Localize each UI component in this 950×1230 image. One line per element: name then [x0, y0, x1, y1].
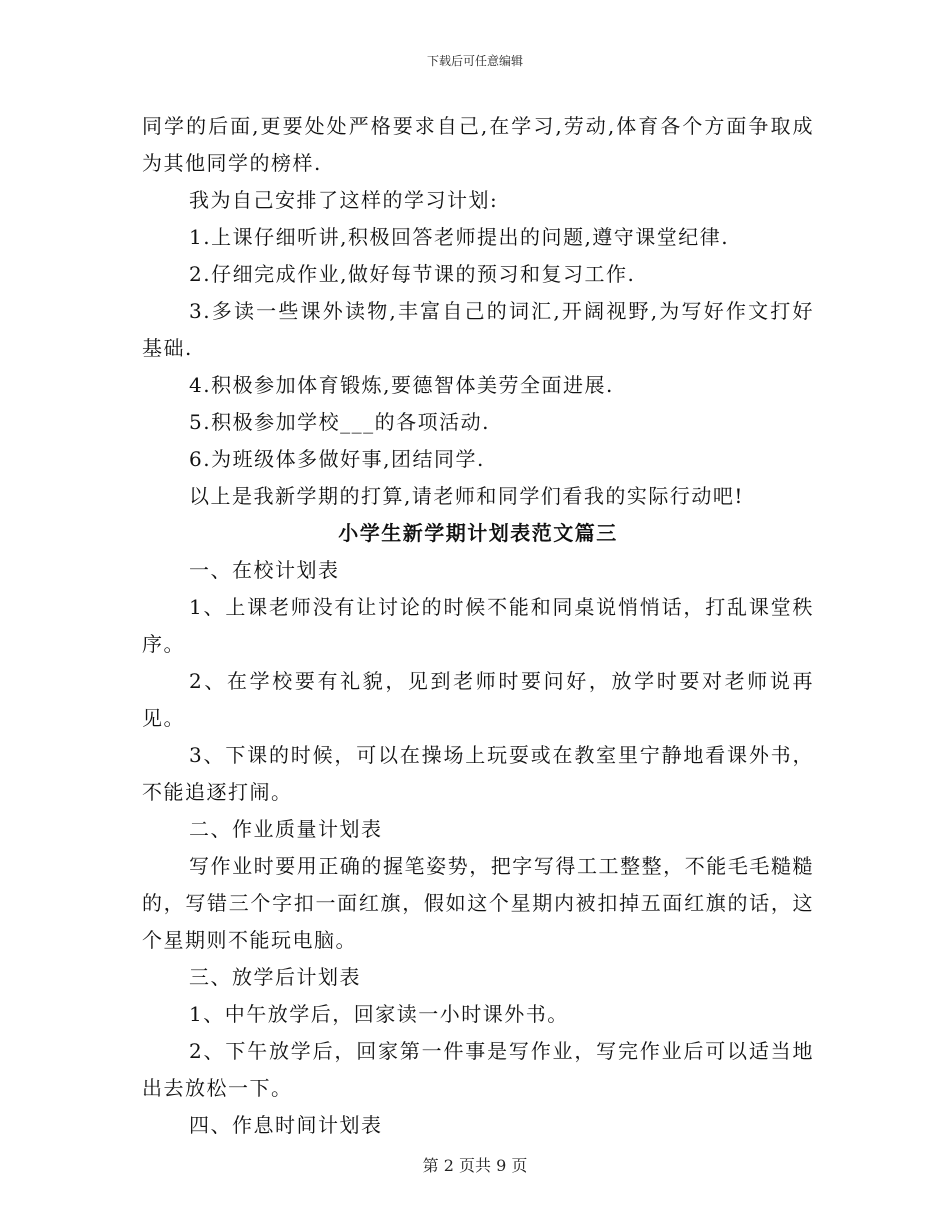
school-plan-item-3: 3、下课的时候，可以在操场上玩耍或在教室里宁静地看课外书，不能追逐打闹。	[142, 743, 814, 804]
school-plan-item-1: 1、上课老师没有让讨论的时候不能和同桌说悄悄话，打乱课堂秩序。	[142, 595, 814, 656]
plan-item-4: 4.积极参加体育锻炼,要德智体美劳全面进展.	[189, 373, 614, 397]
page-footer: 第 2 页共 9 页	[422, 1156, 528, 1175]
paragraph-continuation: 同学的后面,更要处处严格要求自己,在学习,劳动,体育各个方面争取成为其他同学的榜样.	[142, 114, 814, 175]
plan-item-6: 6.为班级体多做好事,团结同学.	[189, 447, 485, 471]
plan-item-1: 1.上课仔细听讲,积极回答老师提出的问题,遵守课堂纪律.	[189, 225, 730, 249]
subheading-homework-plan: 二、作业质量计划表	[189, 817, 383, 841]
page-header: 下载后可任意编辑	[426, 54, 523, 68]
plan-item-2: 2.仔细完成作业,做好每节课的预习和复习工作.	[189, 262, 636, 286]
paragraph-closing: 以上是我新学期的打算,请老师和同学们看我的实际行动吧!	[189, 484, 744, 508]
subheading-school-plan: 一、在校计划表	[189, 558, 340, 582]
document-body	[142, 108, 814, 1144]
subheading-after-school-plan: 三、放学后计划表	[189, 965, 361, 989]
plan-item-5: 5.积极参加学校___的各项活动.	[189, 410, 490, 434]
plan-item-3: 3.多读一些课外读物,丰富自己的词汇,开阔视野,为写好作文打好基础.	[142, 299, 814, 360]
subheading-schedule-plan: 四、作息时间计划表	[189, 1113, 383, 1137]
after-school-item-2: 2、下午放学后，回家第一件事是写作业，写完作业后可以适当地出去放松一下。	[142, 1039, 814, 1100]
after-school-item-1: 1、中午放学后，回家读一小时课外书。	[189, 1002, 569, 1026]
school-plan-item-2: 2、在学校要有礼貌，见到老师时要问好，放学时要对老师说再见。	[142, 669, 814, 730]
section-heading: 小学生新学期计划表范文篇三	[338, 521, 618, 545]
paragraph-plan-intro: 我为自己安排了这样的学习计划:	[189, 188, 499, 212]
homework-plan-text: 写作业时要用正确的握笔姿势，把字写得工工整整，不能毛毛糙糙的，写错三个字扣一面红旗，假如这个星期内被扣掉五面红旗的话，这个星期则不能玩电脑。	[142, 854, 814, 952]
